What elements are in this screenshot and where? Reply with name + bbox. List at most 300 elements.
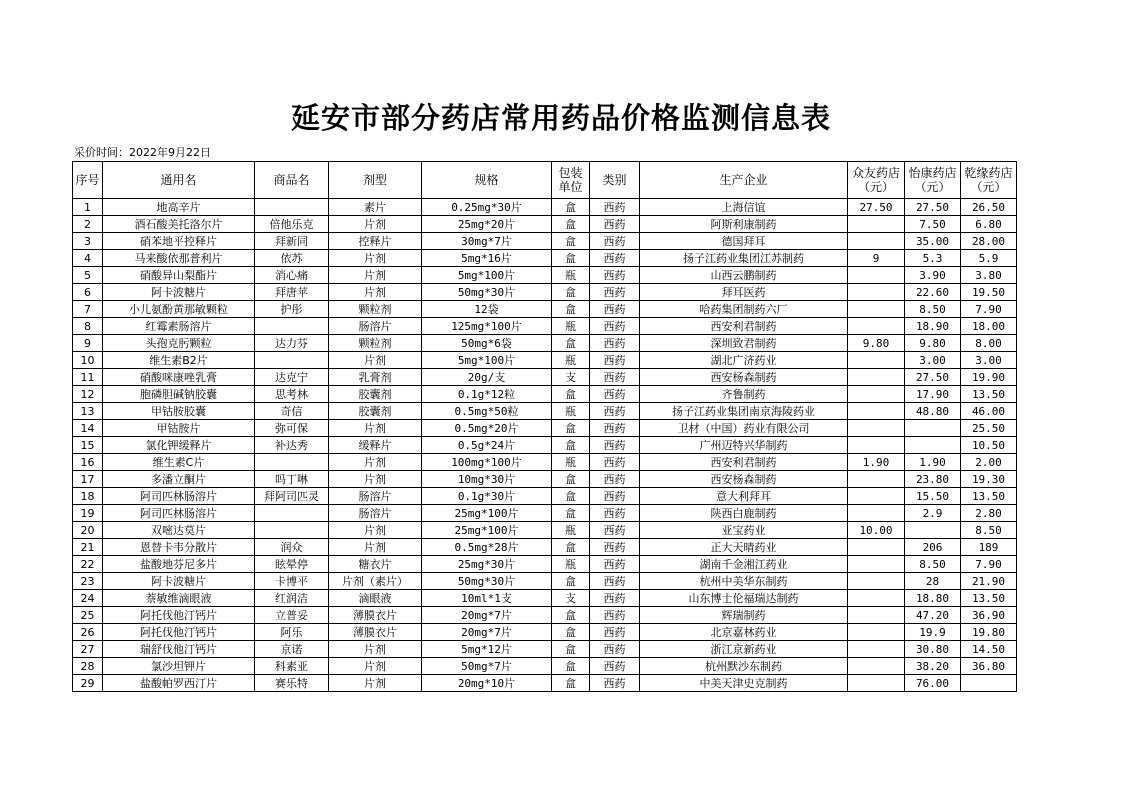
cell-package-unit: 盒 [552, 573, 590, 590]
cell-yikang-price: 9.80 [905, 335, 961, 352]
cell-brand-name [255, 522, 329, 539]
cell-brand-name: 赛乐特 [255, 675, 329, 692]
cell-manufacturer: 阿斯利康制药 [640, 216, 848, 233]
cell-category: 西药 [590, 607, 640, 624]
cell-specification: 25mg*100片 [422, 505, 552, 522]
cell-dosage-form: 素片 [329, 199, 422, 216]
cell-specification: 12袋 [422, 301, 552, 318]
cell-dosage-form: 片剂 [329, 471, 422, 488]
cell-qianyuan-price: 36.80 [961, 658, 1017, 675]
table-row [73, 505, 1017, 522]
cell-index: 15 [73, 437, 103, 454]
cell-manufacturer: 西安利君制药 [640, 454, 848, 471]
cell-specification: 50mg*30片 [422, 573, 552, 590]
cell-generic-name: 阿卡波糖片 [103, 573, 255, 590]
table-row [73, 539, 1017, 556]
cell-index: 8 [73, 318, 103, 335]
cell-yikang-price: 17.90 [905, 386, 961, 403]
cell-yikang-price: 23.80 [905, 471, 961, 488]
cell-dosage-form: 乳膏剂 [329, 369, 422, 386]
cell-zhongyou-price [848, 471, 905, 488]
cell-zhongyou-price: 1.90 [848, 454, 905, 471]
cell-brand-name: 润众 [255, 539, 329, 556]
cell-brand-name: 红润洁 [255, 590, 329, 607]
cell-yikang-price: 18.90 [905, 318, 961, 335]
cell-specification: 25mg*20片 [422, 216, 552, 233]
cell-index: 13 [73, 403, 103, 420]
cell-brand-name: 达克宁 [255, 369, 329, 386]
cell-index: 29 [73, 675, 103, 692]
cell-package-unit: 盒 [552, 301, 590, 318]
cell-yikang-price: 3.00 [905, 352, 961, 369]
cell-manufacturer: 辉瑞制药 [640, 607, 848, 624]
cell-qianyuan-price: 6.80 [961, 216, 1017, 233]
cell-specification: 0.25mg*30片 [422, 199, 552, 216]
cell-qianyuan-price: 19.80 [961, 624, 1017, 641]
cell-specification: 20mg*7片 [422, 624, 552, 641]
cell-dosage-form: 片剂 [329, 352, 422, 369]
cell-category: 西药 [590, 403, 640, 420]
cell-qianyuan-price: 25.50 [961, 420, 1017, 437]
table-row [73, 675, 1017, 692]
cell-dosage-form: 片剂 [329, 658, 422, 675]
table-header-row [73, 162, 1017, 199]
cell-qianyuan-price: 14.50 [961, 641, 1017, 658]
cell-package-unit: 盒 [552, 607, 590, 624]
cell-index: 27 [73, 641, 103, 658]
cell-zhongyou-price [848, 556, 905, 573]
cell-dosage-form: 片剂 [329, 267, 422, 284]
cell-yikang-price: 38.20 [905, 658, 961, 675]
cell-dosage-form: 片剂 [329, 250, 422, 267]
cell-qianyuan-price [961, 675, 1017, 692]
cell-generic-name: 氯化钾缓释片 [103, 437, 255, 454]
cell-zhongyou-price: 9.80 [848, 335, 905, 352]
cell-manufacturer: 哈药集团制药六厂 [640, 301, 848, 318]
cell-index: 18 [73, 488, 103, 505]
table-row [73, 216, 1017, 233]
cell-generic-name: 盐酸帕罗西汀片 [103, 675, 255, 692]
cell-category: 西药 [590, 624, 640, 641]
table-row [73, 199, 1017, 216]
cell-dosage-form: 滴眼液 [329, 590, 422, 607]
table-row [73, 590, 1017, 607]
cell-manufacturer: 杭州默沙东制药 [640, 658, 848, 675]
cell-brand-name [255, 199, 329, 216]
table-row [73, 488, 1017, 505]
cell-zhongyou-price [848, 352, 905, 369]
cell-manufacturer: 齐鲁制药 [640, 386, 848, 403]
cell-generic-name: 胞磷胆碱钠胶囊 [103, 386, 255, 403]
cell-specification: 50mg*30片 [422, 284, 552, 301]
cell-dosage-form: 肠溶片 [329, 505, 422, 522]
cell-brand-name: 拜新同 [255, 233, 329, 250]
cell-yikang-price: 47.20 [905, 607, 961, 624]
cell-qianyuan-price: 13.50 [961, 488, 1017, 505]
cell-package-unit: 盒 [552, 505, 590, 522]
cell-brand-name: 弥可保 [255, 420, 329, 437]
header-dosage-form: 剂型 [329, 162, 422, 199]
cell-zhongyou-price: 9 [848, 250, 905, 267]
cell-yikang-price: 1.90 [905, 454, 961, 471]
table-row [73, 352, 1017, 369]
cell-zhongyou-price [848, 624, 905, 641]
cell-generic-name: 多潘立酮片 [103, 471, 255, 488]
cell-index: 10 [73, 352, 103, 369]
table-row [73, 624, 1017, 641]
cell-dosage-form: 控释片 [329, 233, 422, 250]
cell-qianyuan-price: 28.00 [961, 233, 1017, 250]
cell-brand-name: 阿乐 [255, 624, 329, 641]
table-row [73, 284, 1017, 301]
cell-manufacturer: 卫材（中国）药业有限公司 [640, 420, 848, 437]
cell-specification: 5mg*100片 [422, 352, 552, 369]
cell-manufacturer: 陕西白鹿制药 [640, 505, 848, 522]
cell-zhongyou-price [848, 573, 905, 590]
cell-yikang-price [905, 522, 961, 539]
cell-manufacturer: 湖南千金湘江药业 [640, 556, 848, 573]
cell-brand-name: 奇信 [255, 403, 329, 420]
cell-generic-name: 硝酸咪康唑乳膏 [103, 369, 255, 386]
table-row [73, 573, 1017, 590]
cell-qianyuan-price: 2.80 [961, 505, 1017, 522]
cell-brand-name: 倍他乐克 [255, 216, 329, 233]
cell-zhongyou-price [848, 233, 905, 250]
cell-dosage-form: 片剂 [329, 641, 422, 658]
cell-qianyuan-price: 18.00 [961, 318, 1017, 335]
cell-qianyuan-price: 19.30 [961, 471, 1017, 488]
cell-manufacturer: 意大利拜耳 [640, 488, 848, 505]
cell-category: 西药 [590, 284, 640, 301]
cell-package-unit: 盒 [552, 250, 590, 267]
cell-yikang-price [905, 437, 961, 454]
cell-dosage-form: 片剂 [329, 284, 422, 301]
cell-specification: 0.5mg*28片 [422, 539, 552, 556]
cell-index: 6 [73, 284, 103, 301]
cell-yikang-price: 35.00 [905, 233, 961, 250]
cell-specification: 0.5mg*50粒 [422, 403, 552, 420]
cell-index: 4 [73, 250, 103, 267]
cell-category: 西药 [590, 471, 640, 488]
cell-index: 16 [73, 454, 103, 471]
cell-qianyuan-price: 19.50 [961, 284, 1017, 301]
cell-generic-name: 马来酸依那普利片 [103, 250, 255, 267]
cell-category: 西药 [590, 335, 640, 352]
cell-manufacturer: 山东博士伦福瑞达制药 [640, 590, 848, 607]
cell-qianyuan-price: 8.50 [961, 522, 1017, 539]
table-row [73, 250, 1017, 267]
cell-brand-name [255, 454, 329, 471]
cell-generic-name: 阿司匹林肠溶片 [103, 488, 255, 505]
cell-zhongyou-price [848, 420, 905, 437]
cell-generic-name: 硝酸异山梨酯片 [103, 267, 255, 284]
cell-manufacturer: 扬子江药业集团江苏制药 [640, 250, 848, 267]
cell-package-unit: 盒 [552, 284, 590, 301]
cell-package-unit: 瓶 [552, 352, 590, 369]
cell-category: 西药 [590, 386, 640, 403]
cell-yikang-price: 28 [905, 573, 961, 590]
cell-generic-name: 阿托伐他汀钙片 [103, 607, 255, 624]
cell-dosage-form: 片剂 [329, 216, 422, 233]
cell-manufacturer: 拜耳医药 [640, 284, 848, 301]
cell-package-unit: 盒 [552, 335, 590, 352]
cell-brand-name: 护彤 [255, 301, 329, 318]
cell-generic-name: 小儿氨酚黄那敏颗粒 [103, 301, 255, 318]
cell-index: 20 [73, 522, 103, 539]
cell-specification: 20g/支 [422, 369, 552, 386]
table-body [73, 199, 1017, 692]
cell-yikang-price: 2.9 [905, 505, 961, 522]
cell-brand-name: 科素亚 [255, 658, 329, 675]
cell-generic-name: 氯沙坦钾片 [103, 658, 255, 675]
cell-manufacturer: 湖北广济药业 [640, 352, 848, 369]
cell-manufacturer: 广州迈特兴华制药 [640, 437, 848, 454]
cell-package-unit: 盒 [552, 658, 590, 675]
cell-zhongyou-price [848, 505, 905, 522]
cell-category: 西药 [590, 641, 640, 658]
cell-category: 西药 [590, 590, 640, 607]
cell-specification: 20mg*10片 [422, 675, 552, 692]
cell-specification: 5mg*12片 [422, 641, 552, 658]
cell-category: 西药 [590, 539, 640, 556]
cell-category: 西药 [590, 352, 640, 369]
cell-package-unit: 盒 [552, 539, 590, 556]
cell-dosage-form: 颗粒剂 [329, 301, 422, 318]
cell-index: 22 [73, 556, 103, 573]
cell-manufacturer: 浙江京新药业 [640, 641, 848, 658]
cell-zhongyou-price [848, 437, 905, 454]
cell-manufacturer: 德国拜耳 [640, 233, 848, 250]
cell-specification: 0.1g*12粒 [422, 386, 552, 403]
cell-specification: 20mg*7片 [422, 607, 552, 624]
cell-index: 14 [73, 420, 103, 437]
cell-index: 2 [73, 216, 103, 233]
cell-category: 西药 [590, 556, 640, 573]
cell-package-unit: 瓶 [552, 403, 590, 420]
cell-dosage-form: 片剂 [329, 454, 422, 471]
cell-brand-name [255, 318, 329, 335]
cell-zhongyou-price [848, 386, 905, 403]
cell-specification: 50mg*6袋 [422, 335, 552, 352]
table-row [73, 233, 1017, 250]
cell-zhongyou-price [848, 301, 905, 318]
cell-specification: 5mg*100片 [422, 267, 552, 284]
cell-manufacturer: 中美天津史克制药 [640, 675, 848, 692]
cell-index: 25 [73, 607, 103, 624]
cell-brand-name: 卡博平 [255, 573, 329, 590]
cell-zhongyou-price [848, 284, 905, 301]
cell-specification: 25mg*30片 [422, 556, 552, 573]
cell-qianyuan-price: 7.90 [961, 556, 1017, 573]
cell-manufacturer: 北京嘉林药业 [640, 624, 848, 641]
cell-qianyuan-price: 189 [961, 539, 1017, 556]
cell-zhongyou-price [848, 267, 905, 284]
cell-brand-name: 依苏 [255, 250, 329, 267]
cell-manufacturer: 扬子江药业集团南京海陵药业 [640, 403, 848, 420]
cell-specification: 125mg*100片 [422, 318, 552, 335]
cell-brand-name: 拜唐苹 [255, 284, 329, 301]
cell-yikang-price: 206 [905, 539, 961, 556]
cell-index: 17 [73, 471, 103, 488]
cell-yikang-price: 7.50 [905, 216, 961, 233]
header-package-unit: 包装单位 [552, 162, 590, 199]
cell-generic-name: 阿司匹林肠溶片 [103, 505, 255, 522]
table-row [73, 403, 1017, 420]
cell-package-unit: 盒 [552, 216, 590, 233]
cell-brand-name: 思考林 [255, 386, 329, 403]
cell-specification: 10mg*30片 [422, 471, 552, 488]
cell-package-unit: 瓶 [552, 522, 590, 539]
header-category: 类别 [590, 162, 640, 199]
cell-zhongyou-price: 27.50 [848, 199, 905, 216]
cell-category: 西药 [590, 675, 640, 692]
cell-qianyuan-price: 46.00 [961, 403, 1017, 420]
cell-qianyuan-price: 3.00 [961, 352, 1017, 369]
cell-category: 西药 [590, 267, 640, 284]
header-index: 序号 [73, 162, 103, 199]
cell-qianyuan-price: 36.90 [961, 607, 1017, 624]
header-zhongyou-price: 众友药店（元） [848, 162, 905, 199]
cell-generic-name: 甲钴胺胶囊 [103, 403, 255, 420]
cell-index: 26 [73, 624, 103, 641]
cell-zhongyou-price [848, 318, 905, 335]
cell-dosage-form: 肠溶片 [329, 488, 422, 505]
cell-yikang-price: 8.50 [905, 301, 961, 318]
cell-category: 西药 [590, 522, 640, 539]
cell-generic-name: 维生素C片 [103, 454, 255, 471]
table-row [73, 318, 1017, 335]
cell-package-unit: 盒 [552, 199, 590, 216]
cell-zhongyou-price [848, 488, 905, 505]
cell-category: 西药 [590, 318, 640, 335]
cell-dosage-form: 片剂 [329, 420, 422, 437]
cell-brand-name: 京诺 [255, 641, 329, 658]
table-row [73, 301, 1017, 318]
cell-package-unit: 盒 [552, 675, 590, 692]
cell-generic-name: 阿卡波糖片 [103, 284, 255, 301]
table-row [73, 607, 1017, 624]
cell-generic-name: 地高辛片 [103, 199, 255, 216]
cell-generic-name: 盐酸地芬尼多片 [103, 556, 255, 573]
cell-package-unit: 盒 [552, 471, 590, 488]
table-row [73, 386, 1017, 403]
cell-specification: 10ml*1支 [422, 590, 552, 607]
cell-manufacturer: 深圳致君制药 [640, 335, 848, 352]
cell-specification: 100mg*100片 [422, 454, 552, 471]
collection-date: 采价时间：2022年9月22日 [74, 146, 211, 159]
cell-index: 11 [73, 369, 103, 386]
cell-package-unit: 盒 [552, 420, 590, 437]
cell-manufacturer: 山西云鹏制药 [640, 267, 848, 284]
cell-yikang-price: 30.80 [905, 641, 961, 658]
cell-package-unit: 盒 [552, 488, 590, 505]
cell-dosage-form: 糖衣片 [329, 556, 422, 573]
cell-zhongyou-price [848, 539, 905, 556]
cell-specification: 25mg*100片 [422, 522, 552, 539]
cell-generic-name: 甲钴胺片 [103, 420, 255, 437]
cell-package-unit: 瓶 [552, 318, 590, 335]
cell-manufacturer: 西安杨森制药 [640, 471, 848, 488]
header-generic-name: 通用名 [103, 162, 255, 199]
cell-category: 西药 [590, 488, 640, 505]
header-specification: 规格 [422, 162, 552, 199]
table-row [73, 658, 1017, 675]
cell-index: 19 [73, 505, 103, 522]
cell-qianyuan-price: 21.90 [961, 573, 1017, 590]
header-qianyuan-price: 乾缘药店（元） [961, 162, 1017, 199]
cell-category: 西药 [590, 437, 640, 454]
cell-dosage-form: 片剂 [329, 675, 422, 692]
cell-qianyuan-price: 10.50 [961, 437, 1017, 454]
cell-index: 21 [73, 539, 103, 556]
cell-dosage-form: 颗粒剂 [329, 335, 422, 352]
cell-zhongyou-price [848, 607, 905, 624]
cell-qianyuan-price: 5.9 [961, 250, 1017, 267]
table-row [73, 369, 1017, 386]
table-row [73, 556, 1017, 573]
cell-specification: 5mg*16片 [422, 250, 552, 267]
cell-zhongyou-price [848, 641, 905, 658]
cell-brand-name [255, 505, 329, 522]
cell-zhongyou-price [848, 369, 905, 386]
cell-package-unit: 盒 [552, 233, 590, 250]
cell-yikang-price [905, 420, 961, 437]
cell-specification: 50mg*7片 [422, 658, 552, 675]
cell-category: 西药 [590, 233, 640, 250]
cell-package-unit: 瓶 [552, 454, 590, 471]
cell-generic-name: 瑞舒伐他汀钙片 [103, 641, 255, 658]
cell-generic-name: 恩替卡韦分散片 [103, 539, 255, 556]
cell-generic-name: 头孢克肟颗粒 [103, 335, 255, 352]
cell-category: 西药 [590, 505, 640, 522]
cell-manufacturer: 正大天晴药业 [640, 539, 848, 556]
cell-zhongyou-price: 10.00 [848, 522, 905, 539]
cell-generic-name: 酒石酸美托洛尔片 [103, 216, 255, 233]
cell-package-unit: 盒 [552, 386, 590, 403]
cell-specification: 30mg*7片 [422, 233, 552, 250]
cell-specification: 0.5g*24片 [422, 437, 552, 454]
cell-specification: 0.5mg*20片 [422, 420, 552, 437]
cell-category: 西药 [590, 216, 640, 233]
table-row [73, 471, 1017, 488]
table-row [73, 437, 1017, 454]
cell-generic-name: 萘敏维滴眼液 [103, 590, 255, 607]
cell-specification: 0.1g*30片 [422, 488, 552, 505]
cell-manufacturer: 亚宝药业 [640, 522, 848, 539]
table-row [73, 267, 1017, 284]
cell-category: 西药 [590, 454, 640, 471]
cell-index: 1 [73, 199, 103, 216]
cell-category: 西药 [590, 573, 640, 590]
cell-index: 3 [73, 233, 103, 250]
drug-price-table [72, 161, 1017, 692]
cell-category: 西药 [590, 420, 640, 437]
cell-zhongyou-price [848, 675, 905, 692]
cell-package-unit: 盒 [552, 437, 590, 454]
cell-dosage-form: 薄膜衣片 [329, 624, 422, 641]
cell-index: 9 [73, 335, 103, 352]
cell-yikang-price: 22.60 [905, 284, 961, 301]
cell-manufacturer: 上海信谊 [640, 199, 848, 216]
cell-index: 12 [73, 386, 103, 403]
cell-dosage-form: 缓释片 [329, 437, 422, 454]
cell-brand-name: 拜阿司匹灵 [255, 488, 329, 505]
cell-dosage-form: 片剂（素片） [329, 573, 422, 590]
cell-yikang-price: 8.50 [905, 556, 961, 573]
cell-yikang-price: 27.50 [905, 199, 961, 216]
cell-yikang-price: 3.90 [905, 267, 961, 284]
page-title: 延安市部分药店常用药品价格监测信息表 [290, 101, 831, 135]
